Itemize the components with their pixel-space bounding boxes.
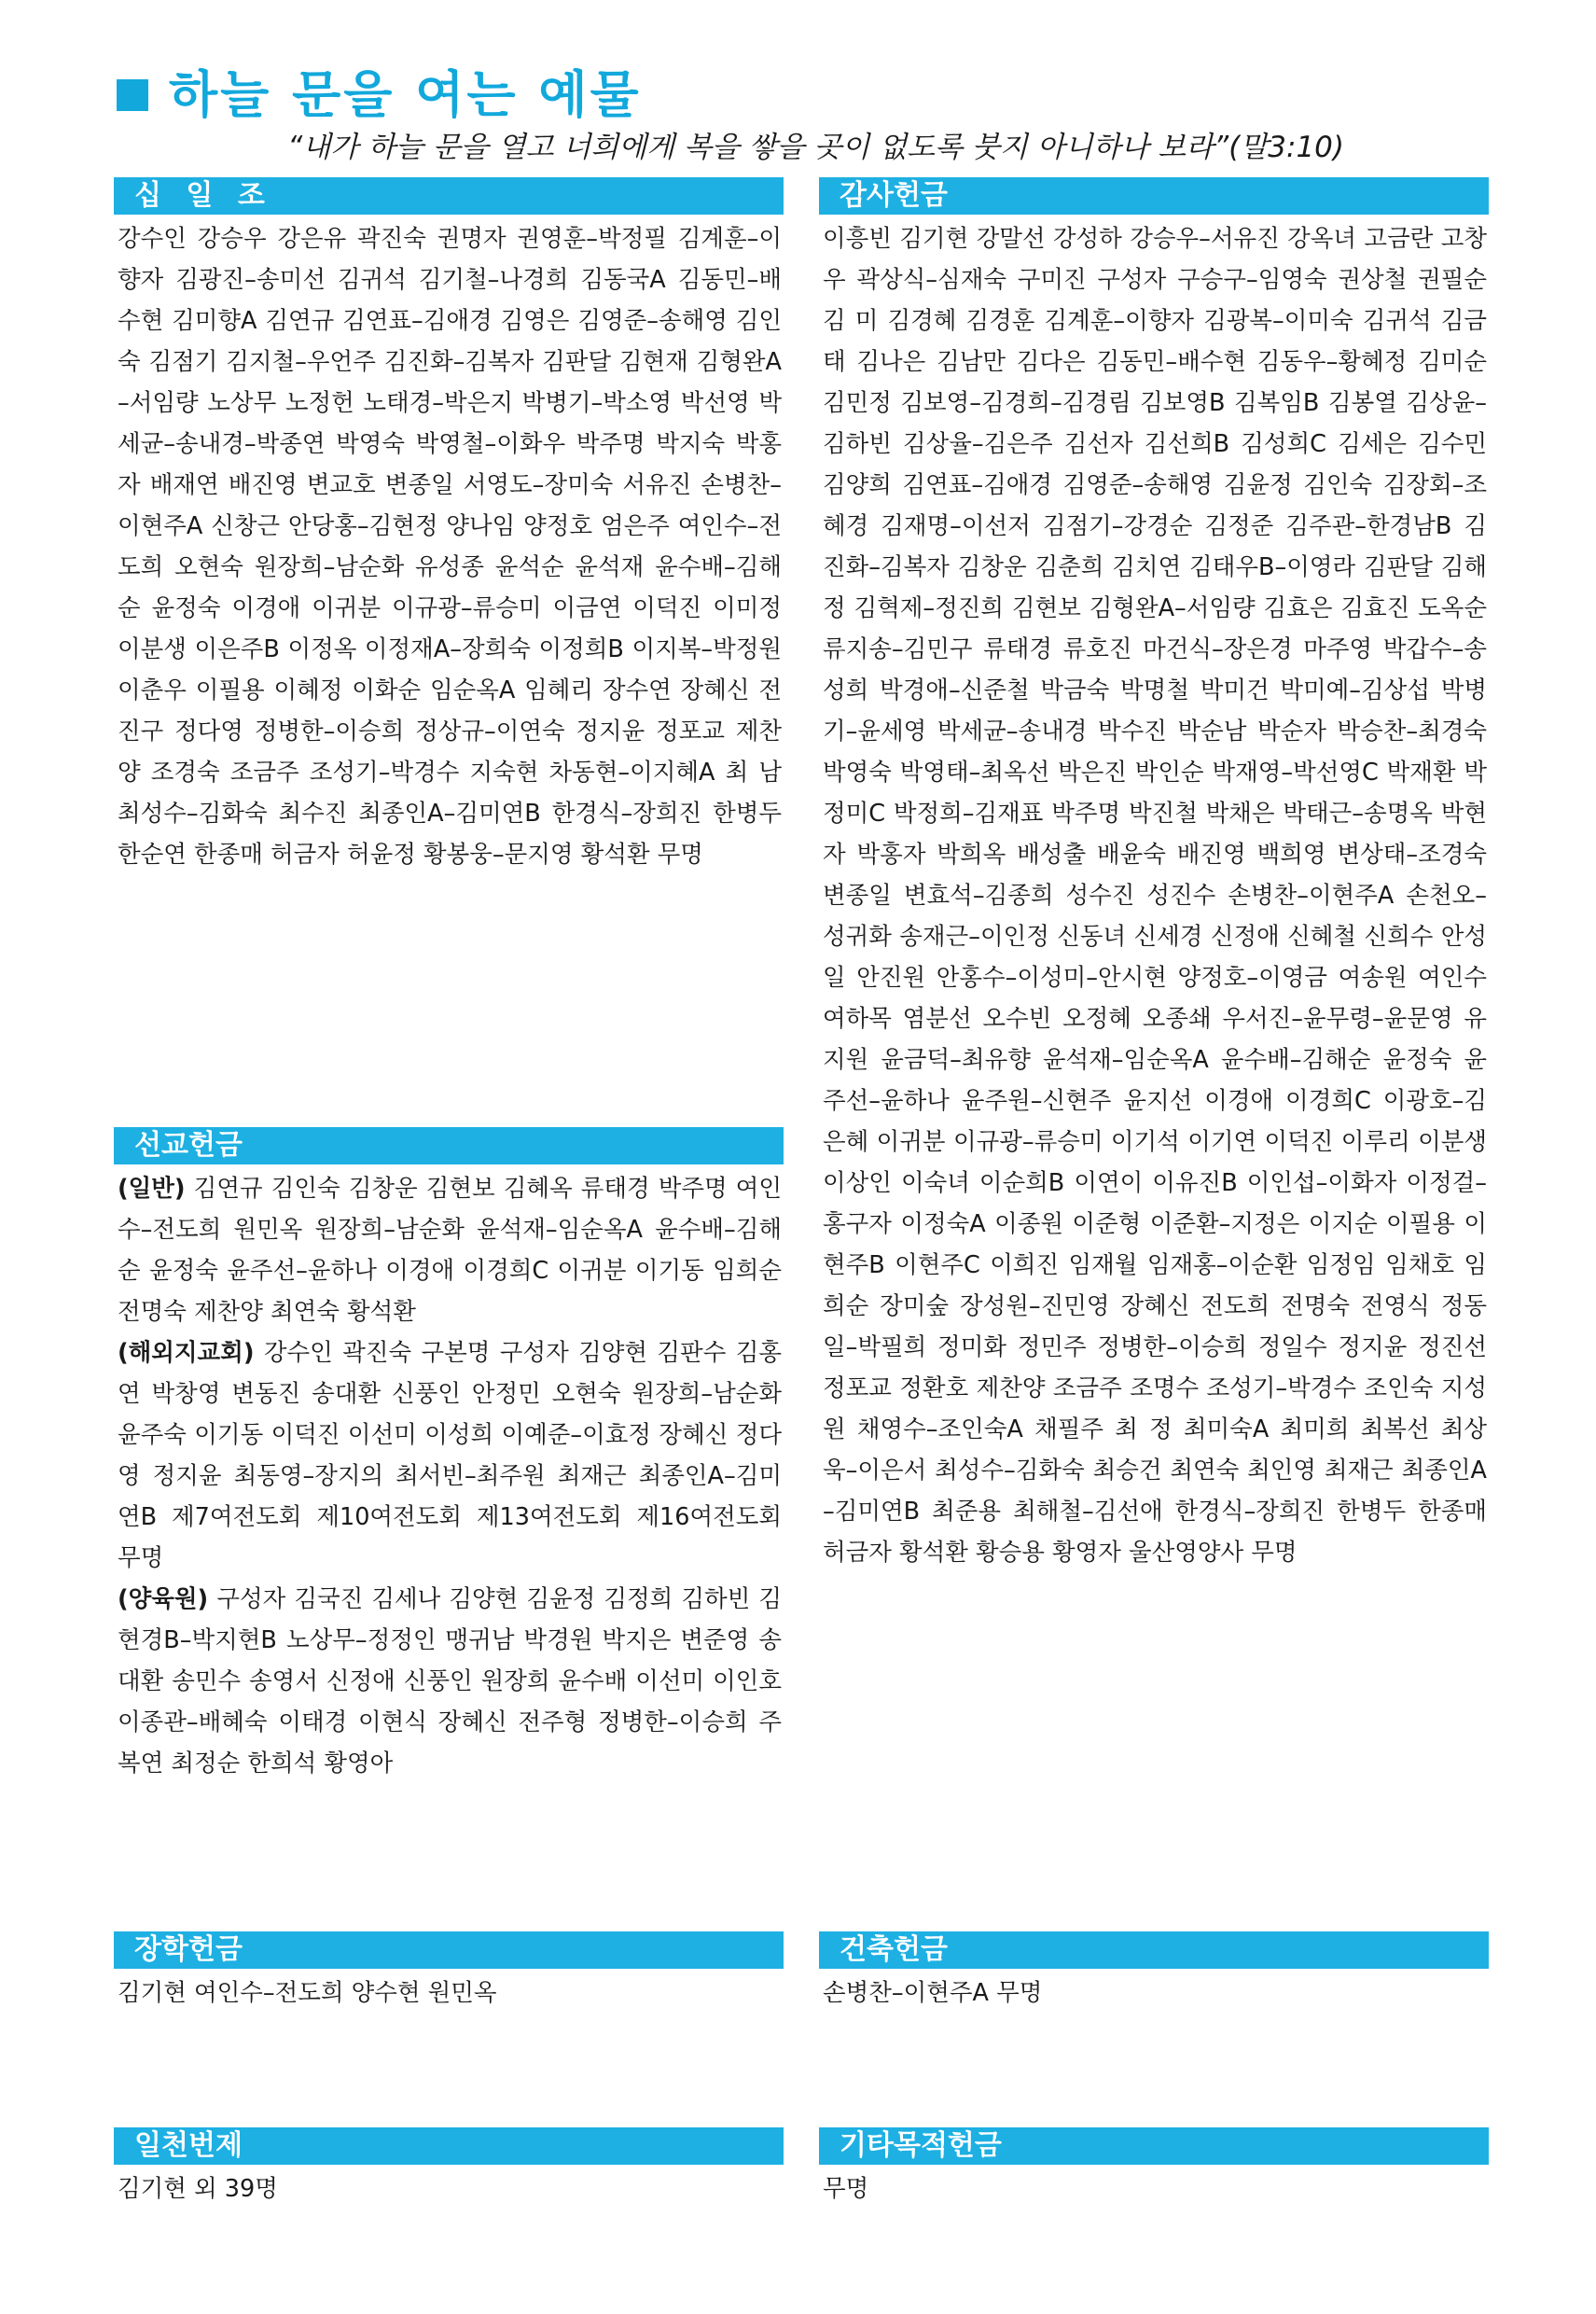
building-heading: 건축헌금 — [819, 1931, 1489, 1969]
mission-overseas-names: 강수인 곽진숙 구본명 구성자 김양현 김판수 김홍연 박창영 변동진 송대환 신풍인 안정민 오현숙 원장희–남순화 윤주숙 이기동 이덕진 이선미 이성희 이예준–이효정 장혜신 정다영 정지윤 최동영–장지의 최서빈–최주원 최재근 최종인A–김미연B 제7여전도회 제10여전도회 제13여전도회 제16여전도회 무명 — [118, 1339, 782, 1572]
mission-names — [114, 1168, 784, 1784]
title-square-icon — [117, 79, 148, 111]
mission-care-label: (양육원) — [118, 1585, 209, 1613]
mission-care-names: 구성자 김국진 김세나 김양현 김윤정 김정희 김하빈 김현경B–박지현B 노상무–정정인 맹귀남 박경원 박지은 변준영 송대환 송민수 송영서 신정애 신풍인 원장희 윤수배 이선미 이인호 이종관–배혜숙 이태경 이현식 장혜신 전주형 정병한–이승희 주복연 최정순 한희석 황영아 — [118, 1585, 782, 1777]
bible-verse: “내가 하늘 문을 열고 너희에게 복을 쌓을 곳이 없도록 붓지 아니하나 보라”(말3:10) — [287, 131, 1344, 164]
mission-general-names: 김연규 김인숙 김창운 김현보 김혜옥 류태경 박주명 여인수–전도희 원민옥 원장희–남순화 윤석재–임순옥A 윤수배–김해순 윤정숙 윤주선–윤하나 이경애 이경희C 이귀분 이기동 임희순 전명숙 제찬양 최연숙 황석환 — [118, 1175, 782, 1326]
thousand-heading: 일천번제 — [114, 2127, 784, 2165]
thanks-names: 이흥빈 김기현 강말선 강성하 강승우–서유진 강옥녀 고금란 고창우 곽상식–심재숙 구미진 구성자 구승구–임영숙 권상철 권필순 김 미 김경혜 김경훈 김계훈–이향자 김광복–이미숙 김귀석 김금태 김나은 김남만 김다은 김동민–배수현 김동우–황혜정 김미순 김민정 김보영–김경희–김경림 김보영B 김복임B 김봉열 김상윤–김하빈 김상율–김은주 김선자 김선희B 김성희C 김세은 김수민 김양희 김연표–김애경 김영준–송해영 김윤정 김인숙 김장회–조혜경 김재명–이선저 김점기–강경순 김정준 김주관–한경남B 김진화–김복자 김창운 김춘희 김치연 김태우B–이영라 김판달 김해정 김혁제–정진희 김현보 김형완A–서임량 김효은 김효진 도옥순 류지송–김민구 류태경 류호진 마건식–장은경 마주영 박갑수–송성희 박경애–신준철 박금숙 박명철 박미건 박미예–김상섭 박병기–윤세영 박세균–송내경 박수진 박순남 박순자 박승찬–최경숙 박영숙 박영태–최옥선 박은진 박인순 박재영–박선영C 박재환 박정미C 박정희–김재표 박주명 박진철 박채은 박태근–송명옥 박현자 박홍자 박희옥 배성출 배윤숙 배진영 백희영 변상태–조경숙 변종일 변효석–김종희 성수진 성진수 손병찬–이현주A 손천오–성귀화 송재근–이인정 신동녀 신세경 신정애 신혜철 신희수 안성일 안진원 안홍수–이성미–안시현 양정호–이영금 여송원 여인수 여하목 염분선 오수빈 오정혜 오종쇄 우서진–윤무령–윤문영 유지원 윤금덕–최유향 윤석재–임순옥A 윤수배–김해순 윤정숙 윤주선–윤하나 윤주원–신현주 윤지선 이경애 이경희C 이광호–김은혜 이귀분 이규광–류승미 이기석 이기연 이덕진 이루리 이분생 이상인 이숙녀 이순희B 이연이 이유진B 이인섭–이화자 이정걸–홍구자 이정숙A 이종원 이준형 이준환–지정은 이지순 이필용 이현주B 이현주C 이희진 임재월 임재홍–이순환 임정임 임채호 임희순 장미숲 장성원–진민영 장혜신 전도희 전명숙 전영식 정동일–박필희 정미화 정민주 정병한–이승희 정일수 정지윤 정진선 정포교 정환호 제찬양 조금주 조명수 조성기–박경수 조인숙 지성원 채영수–조인숙A 채필주 최 정 최미숙A 최미희 최복선 최상욱–이은서 최성수–김화숙 최승건 최연숙 최인영 최재근 최종인A–김미연B 최준용 최해철–김선애 한경식–장희진 한병두 한종매 허금자 황석환 황승용 황영자 울산영양사 무명 — [823, 225, 1487, 1567]
building-names: 손병찬–이현주A 무명 — [823, 1979, 1043, 2007]
thanks-heading: 감사헌금 — [819, 177, 1489, 215]
building-section — [819, 1931, 1489, 2014]
scholarship-section — [114, 1931, 784, 2014]
other-section — [819, 2127, 1489, 2209]
thousand-section — [114, 2127, 784, 2209]
thousand-names: 김기현 외 39명 — [118, 2175, 278, 2203]
mission-section — [114, 1127, 784, 1784]
page-header — [117, 58, 642, 132]
mission-care — [118, 1579, 782, 1784]
page-title: 하늘 문을 여는 예물 — [169, 65, 642, 124]
mission-heading: 선교헌금 — [114, 1127, 784, 1164]
other-names: 무명 — [823, 2175, 869, 2203]
mission-general — [118, 1168, 782, 1332]
tithe-names: 강수인 강승우 강은유 곽진숙 권명자 권영훈–박정필 김계훈–이향자 김광진–송미선 김귀석 김기철–나경희 김동국A 김동민–배수현 김미향A 김연규 김연표–김애경 김영은 김영준–송해영 김인숙 김점기 김지철–우언주 김진화–김복자 김판달 김현재 김형완A–서임량 노상무 노정헌 노태경–박은지 박병기–박소영 박선영 박세균–송내경–박종연 박영숙 박영철–이화우 박주명 박지숙 박홍자 배재연 배진영 변교호 변종일 서영도–장미숙 서유진 손병찬–이현주A 신창근 안당홍–김현정 양나임 양정호 엄은주 여인수–전도희 오현숙 원장희–남순화 유성종 윤석순 윤석재 윤수배–김해순 윤정숙 이경애 이귀분 이규광–류승미 이금연 이덕진 이미정 이분생 이은주B 이정옥 이정재A–장희숙 이정희B 이지복–박정원 이춘우 이필용 이혜정 이화순 임순옥A 임혜리 장수연 장혜신 전진구 정다영 정병한–이승희 정상규–이연숙 정지윤 정포교 제찬양 조경숙 조금주 조성기–박경수 지숙현 차동현–이지혜A 최 남 최성수–김화숙 최수진 최종인A–김미연B 한경식–장희진 한병두 한순연 한종매 허금자 허윤정 황봉웅–문지영 황석환 무명 — [118, 225, 782, 869]
mission-overseas — [118, 1332, 782, 1579]
other-heading: 기타목적헌금 — [819, 2127, 1489, 2165]
mission-general-label: (일반) — [118, 1175, 186, 1203]
mission-overseas-label: (해외지교회) — [118, 1339, 255, 1367]
scholarship-heading: 장학헌금 — [114, 1931, 784, 1969]
scholarship-names: 김기현 여인수–전도희 양수현 원민옥 — [118, 1979, 497, 2007]
thanks-section — [819, 177, 1489, 1573]
tithe-section — [114, 177, 784, 875]
tithe-heading: 십 일 조 — [114, 177, 784, 215]
